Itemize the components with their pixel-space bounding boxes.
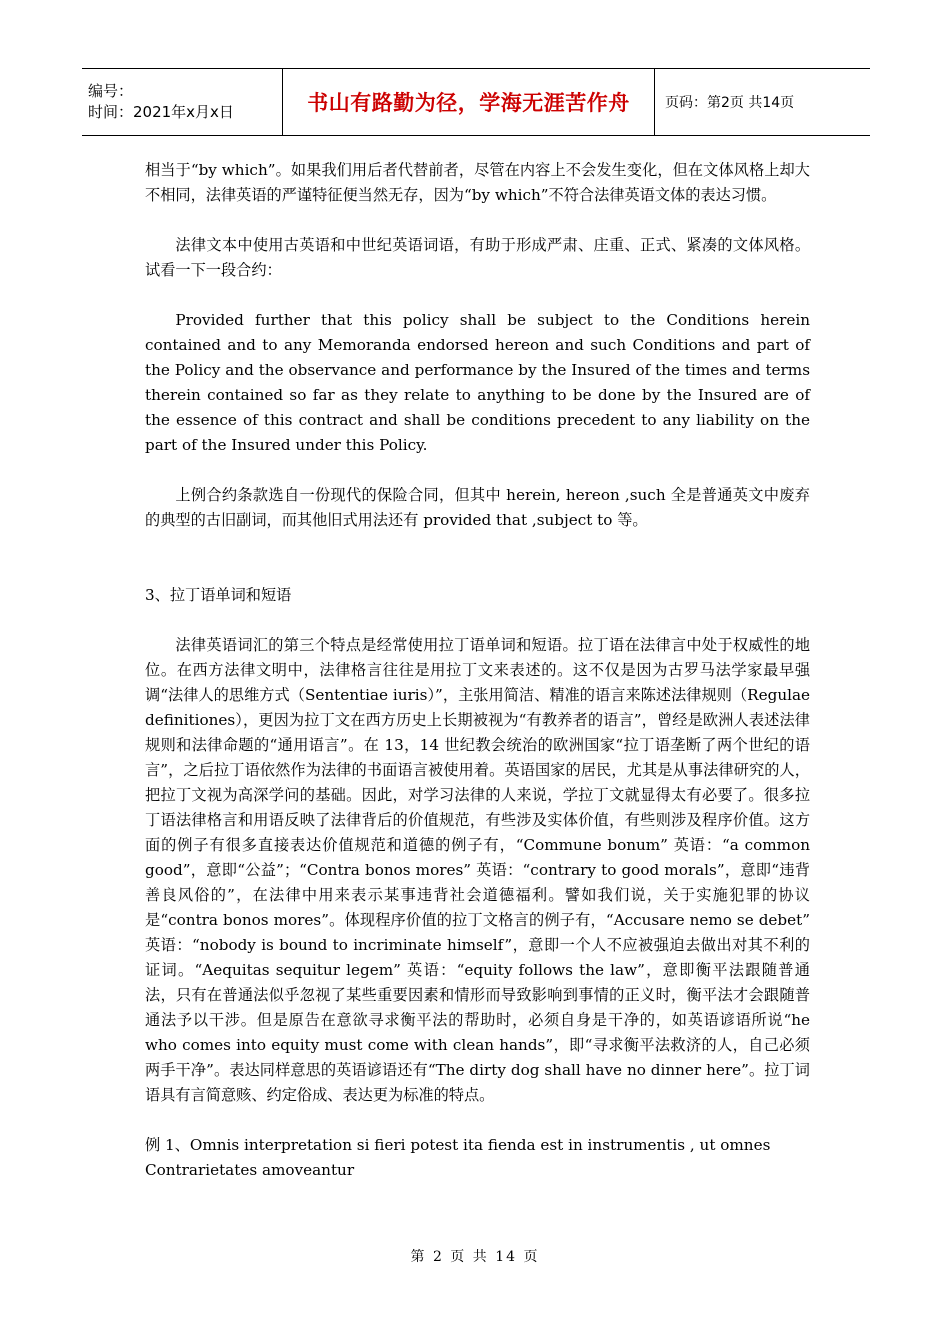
header-page-number: 页码：第2页 共14页	[665, 95, 795, 111]
section-heading: 3、拉丁语单词和短语	[145, 586, 292, 604]
header-meta	[82, 69, 282, 135]
paragraph-contract-example: Provided further that this policy shall be subject to the Conditions herein contained and to any Memoranda endorsed hereon and such Conditions and part of the Policy and the observance and performance by the Insured of the times and terms therein contained so far as they relate to anything to be done by the Insured are of the essence of this contract and shall be conditions precedent to any liability on the part of the Insured under this Policy.	[145, 311, 810, 454]
header-motto-cell	[282, 69, 655, 135]
paragraph-intro-archaic: 法律文本中使用古英语和中世纪英语词语，有助于形成严肃、庄重、正式、紧凑的文体风格。试看一下一段合约：	[145, 236, 810, 279]
page-footer: 第 2 页 共 14 页	[410, 1249, 540, 1265]
document-time-label: 时间：2021年x月x日	[88, 103, 234, 121]
document-body	[145, 158, 810, 1183]
header-motto: 书山有路勤为径，学海无涯苦作舟	[307, 91, 630, 115]
example-line-2: Contrarietates amoveantur	[145, 1161, 355, 1179]
paragraph-continuation: 相当于“by which”。如果我们用后者代替前者，尽管在内容上不会发生变化，但在文体风格上却大不相同，法律英语的严谨特征便当然无存，因为“by which”不符合法律英语文体的表达习惯。	[145, 161, 810, 204]
paragraph-latin: 法律英语词汇的第三个特点是经常使用拉丁语单词和短语。拉丁语在法律言中处于权威性的地位。在西方法律文明中，法律格言往往是用拉丁文来表述的。这不仅是因为古罗马法学家最早强调“法律人的思维方式（Sententiae iuris）”，主张用简洁、精准的语言来陈述法律规则（Regulae definitiones），更因为拉丁文在西方历史上长期被视为“有教养者的语言”，曾经是欧洲人表述法律规则和法律命题的“通用语言”。在 13，14 世纪教会统治的欧洲国家“拉丁语垄断了两个世纪的语言”，之后拉丁语依然作为法律的书面语言被使用着。英语国家的居民，尤其是从事法律研究的人，把拉丁文视为高深学问的基础。因此，对学习法律的人来说，学拉丁文就显得太有必要了。很多拉丁语法律格言和用语反映了法律背后的价值规范，有些涉及实体价值，有些则涉及程序价值。这方面的例子有很多直接表达价值规范和道德的例子有，“Commune bonum” 英语：“a common good”，意即“公益”；“Contra bonos mores” 英语：“contrary to good morals”，意即“违背善良风俗的”，在法律中用来表示某事违背社会道德福利。譬如我们说，关于实施犯罪的协议是“contra bonos mores”。体现程序价值的拉丁文格言的例子有，“Accusare nemo se debet” 英语：“nobody is bound to incriminate himself”，意即一个人不应被强迫去做出对其不利的证词。“Aequitas sequitur legem” 英语：“equity follows the law”，意即衡平法跟随普通法，只有在普通法似乎忽视了某些重要因素和情形而导致影响到事情的正义时，衡平法才会跟随普通法予以干涉。但是原告在意欲寻求衡平法的帮助时，必须自身是干净的，如英语谚语所说“he who comes into equity must come with clean hands”，即“寻求衡平法救济的人，自己必须两手干净”。表达同样意思的英语谚语还有“The dirty dog shall have no dinner here”。拉丁词语具有言简意赅、约定俗成、表达更为标准的特点。	[145, 636, 810, 1104]
document-code-label: 编号：	[88, 82, 134, 100]
paragraph-contract-comment: 上例合约条款选自一份现代的保险合同，但其中 herein, hereon ,such 全是普通英文中废弃的典型的古旧副词，而其他旧式用法还有 provided that ,subject to 等。	[145, 486, 810, 529]
example-line-1: 例 1、Omnis interpretation si fieri potest ita fienda est in instrumentis , ut omnes	[145, 1136, 771, 1154]
header-page-cell	[655, 69, 870, 135]
page-header	[82, 68, 870, 136]
